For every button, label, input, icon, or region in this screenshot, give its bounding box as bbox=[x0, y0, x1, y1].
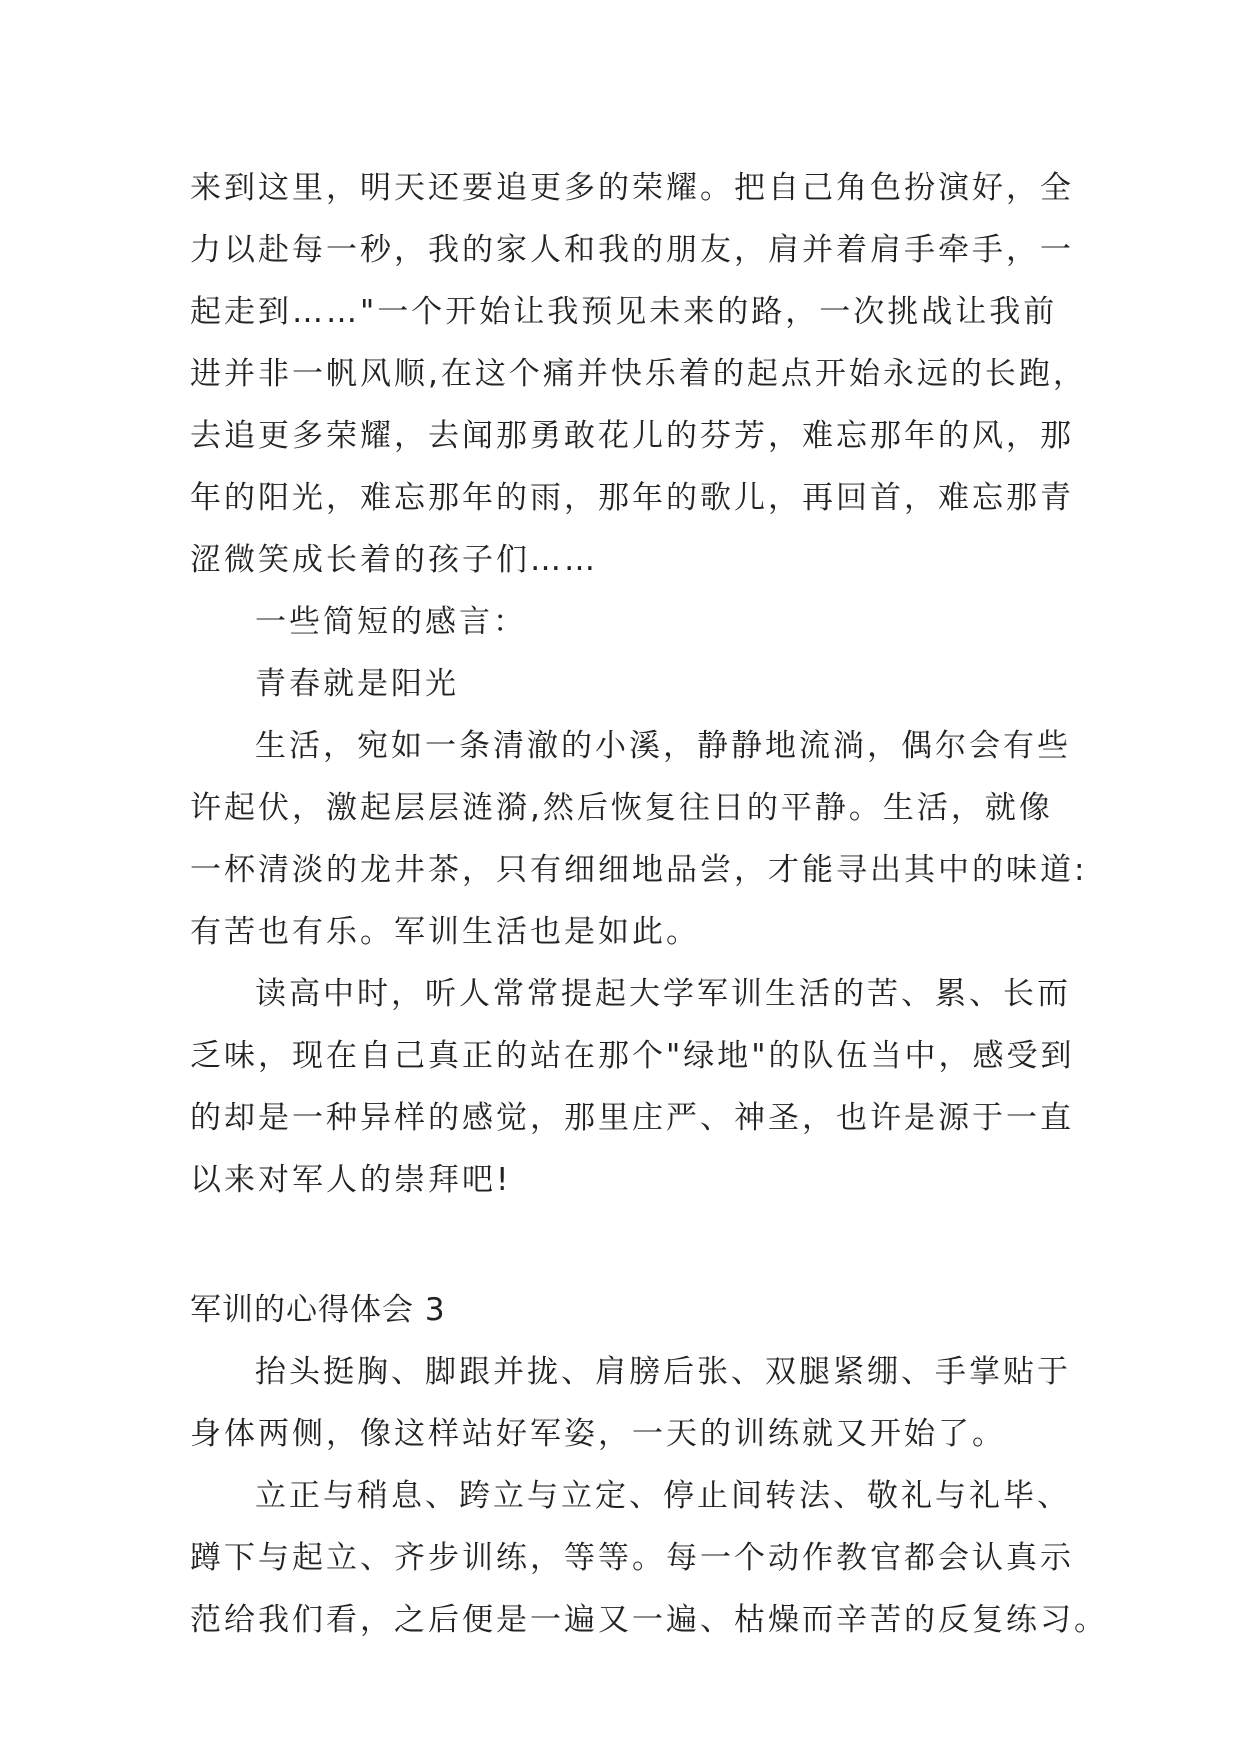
paragraph-line: 进并非一帆风顺,在这个痛并快乐着的起点开始永远的长跑， bbox=[190, 356, 1087, 392]
paragraph-line: 许起伏，激起层层涟漪,然后恢复往日的平静。生活，就像 bbox=[190, 790, 1053, 826]
paragraph-line: 范给我们看，之后便是一遍又一遍、枯燥而辛苦的反复练习。 bbox=[190, 1602, 1108, 1638]
paragraph-line: 立正与稍息、跨立与立定、停止间转法、敬礼与礼毕、 bbox=[255, 1478, 1071, 1514]
paragraph-line: 生活，宛如一条清澈的小溪，静静地流淌，偶尔会有些 bbox=[255, 728, 1071, 764]
paragraph-line: 力以赴每一秒，我的家人和我的朋友，肩并着肩手牵手，一 bbox=[190, 232, 1074, 268]
paragraph-line: 起走到……"一个开始让我预见未来的路，一次挑战让我前 bbox=[190, 294, 1058, 330]
paragraph-line: 乏味，现在自己真正的站在那个"绿地"的队伍当中，感受到 bbox=[190, 1038, 1075, 1074]
paragraph-line: 青春就是阳光 bbox=[255, 666, 459, 702]
paragraph-line: 一些简短的感言： bbox=[255, 604, 527, 640]
paragraph-line: 抬头挺胸、脚跟并拢、肩膀后张、双腿紧绷、手掌贴于 bbox=[255, 1354, 1071, 1390]
paragraph-line: 去追更多荣耀，去闻那勇敢花儿的芬芳，难忘那年的风，那 bbox=[190, 418, 1074, 454]
paragraph-line: 来到这里，明天还要追更多的荣耀。把自己角色扮演好，全 bbox=[190, 170, 1074, 206]
paragraph-line: 读高中时，听人常常提起大学军训生活的苦、累、长而 bbox=[255, 976, 1071, 1012]
paragraph-line: 身体两侧，像这样站好军姿，一天的训练就又开始了。 bbox=[190, 1416, 1006, 1452]
paragraph-line: 有苦也有乐。军训生活也是如此。 bbox=[190, 914, 700, 950]
paragraph-line: 涩微笑成长着的孩子们…… bbox=[190, 542, 598, 578]
paragraph-line: 蹲下与起立、齐步训练，等等。每一个动作教官都会认真示 bbox=[190, 1540, 1074, 1576]
paragraph-line: 一杯清淡的龙井茶，只有细细地品尝，才能寻出其中的味道: bbox=[190, 852, 1088, 888]
section-heading: 军训的心得体会 3 bbox=[190, 1292, 446, 1328]
paragraph-line: 的却是一种异样的感觉，那里庄严、神圣，也许是源于一直 bbox=[190, 1100, 1074, 1136]
paragraph-line: 以来对军人的崇拜吧! bbox=[190, 1162, 512, 1198]
paragraph-line: 年的阳光，难忘那年的雨，那年的歌儿，再回首，难忘那青 bbox=[190, 480, 1074, 516]
